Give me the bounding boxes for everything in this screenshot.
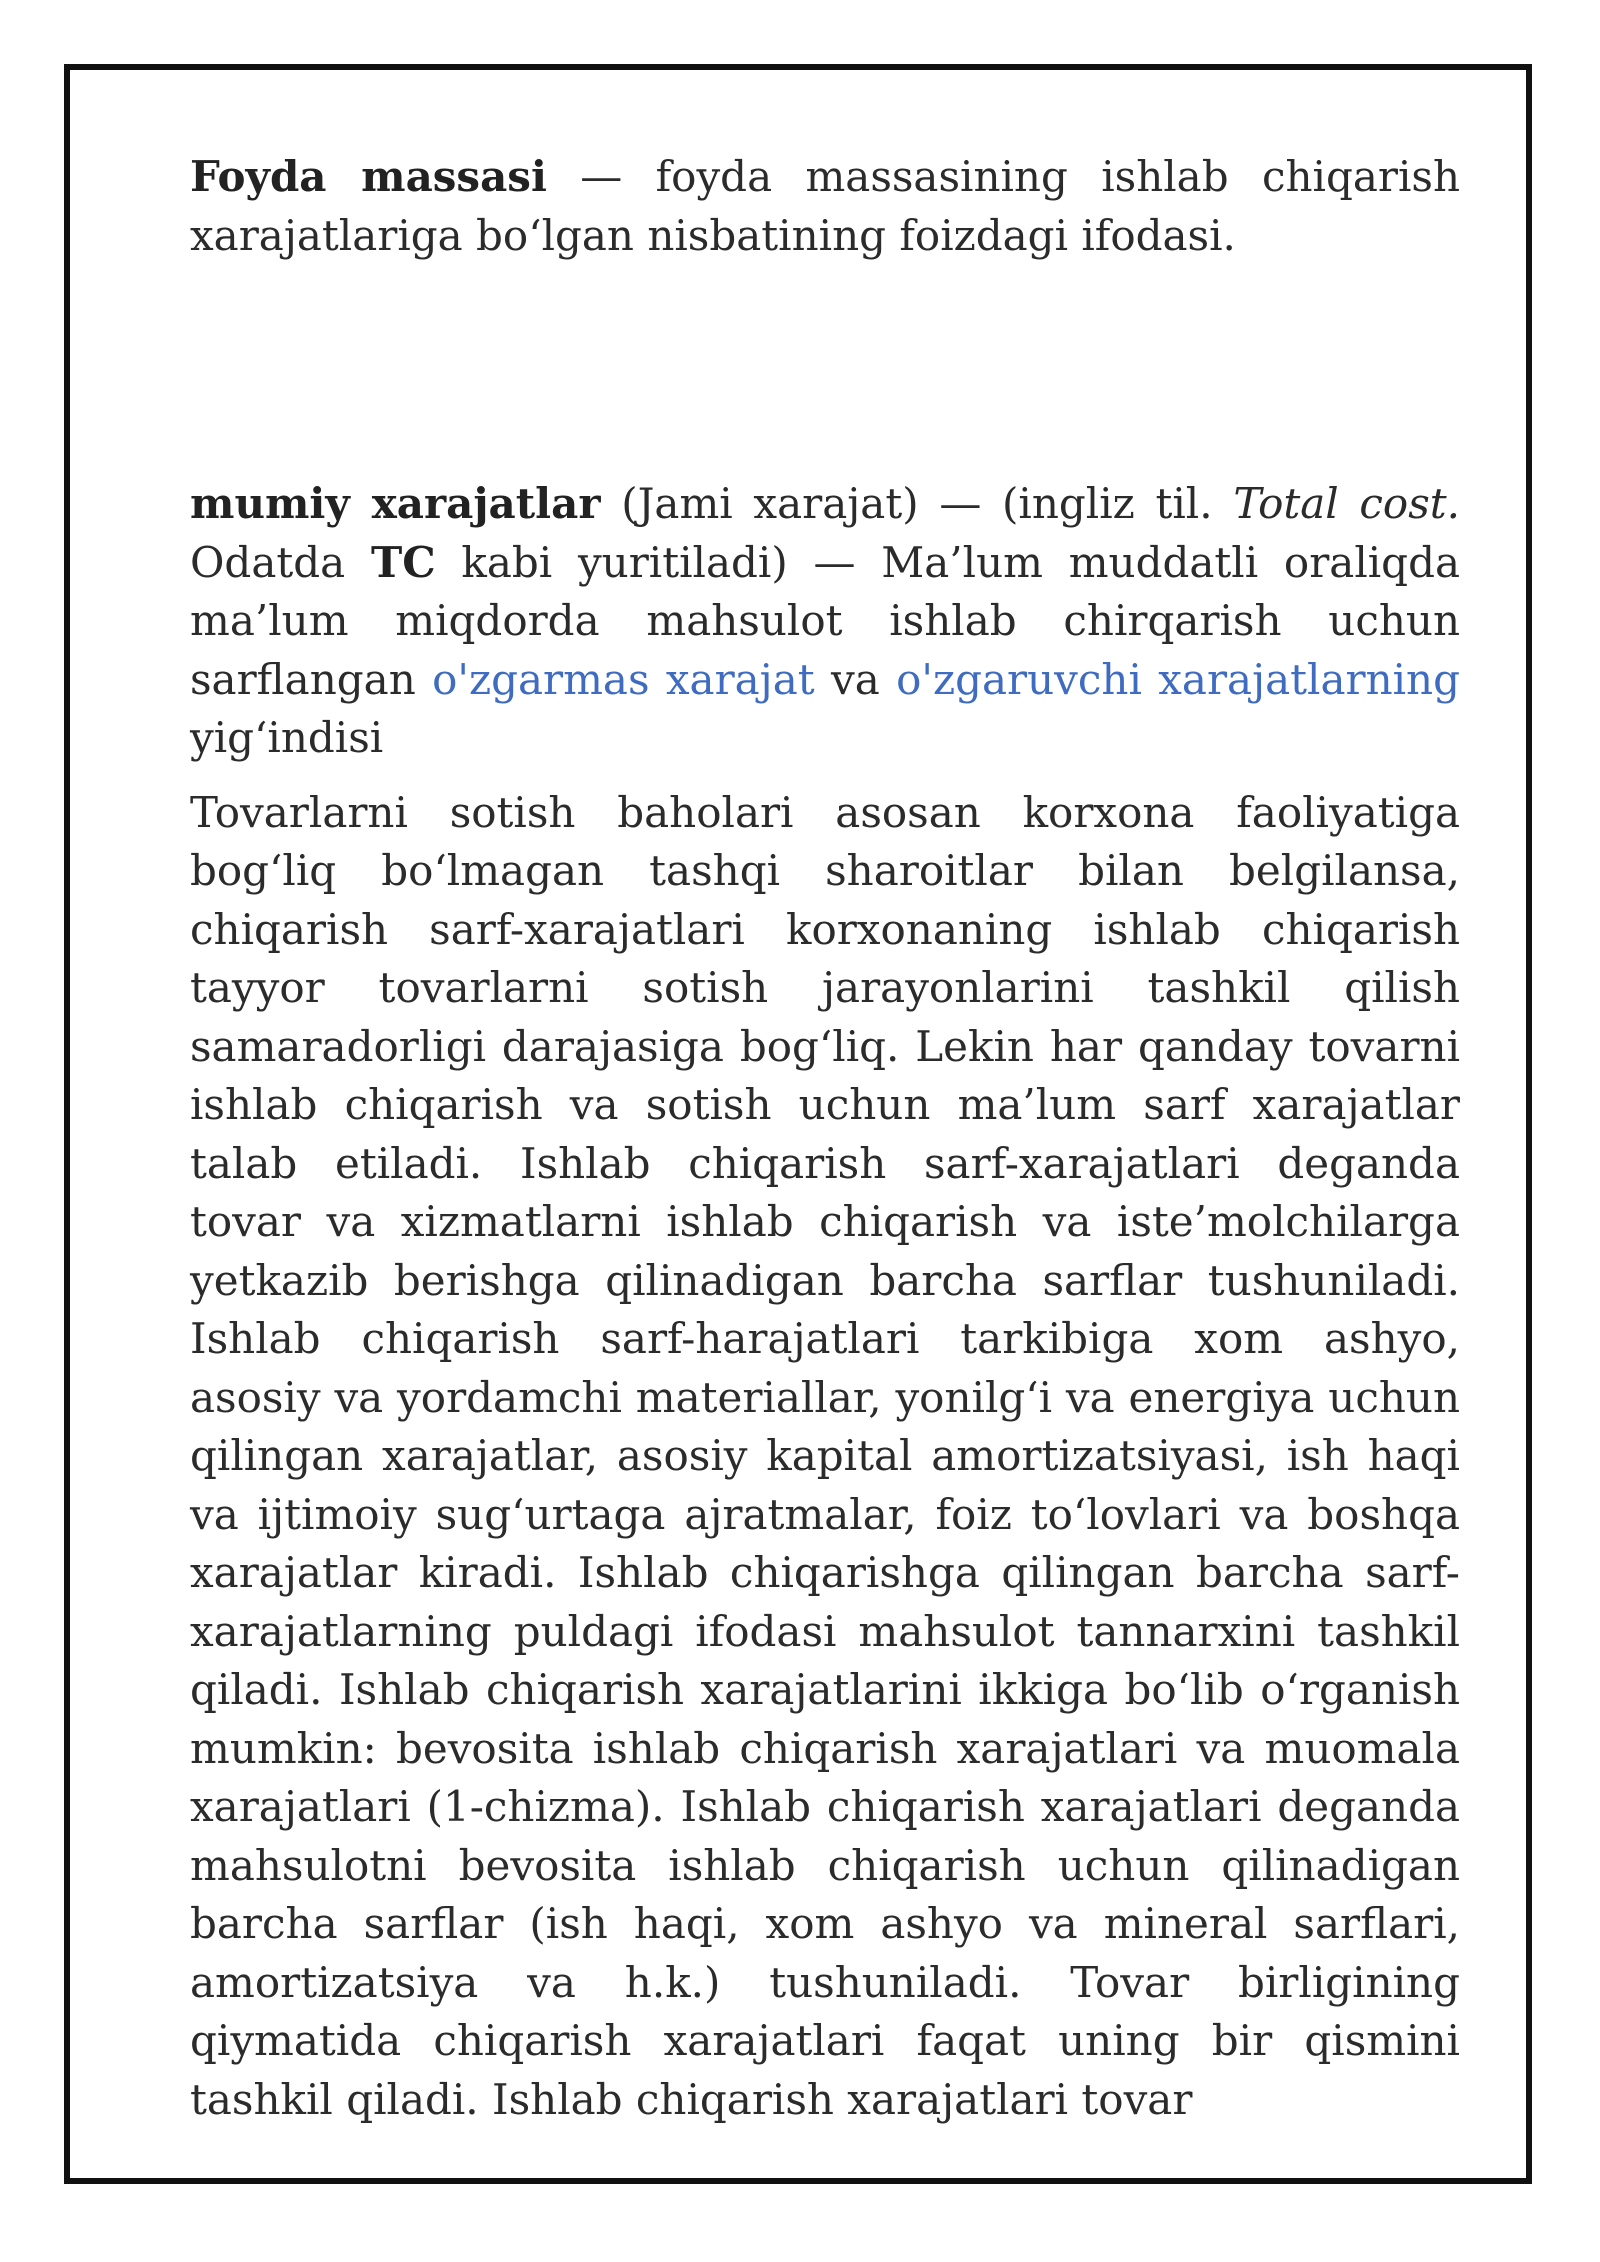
definition-text: foyda massasining ishlab chiqarish xarajatlariga bo‘lgan nisbatining foizdagi ifodasi. [190, 152, 1461, 260]
kabi-text: kabi yuritiladi) [461, 537, 788, 587]
definition-foyda-massasi [190, 148, 1460, 265]
body-paragraph: Tovarlarni sotish baholari asosan korxona faoliyatiga bog‘liq bo‘lmagan tashqi sharoitlar bilan belgilansa, chiqarish sarf-xarajatlari korxonaning ishlab chiqarish tayyor tovarlarni sotish jarayonlarini tashkil qilish samaradorligi darajasiga bog‘liq. Lekin har qanday tovarni ishlab chiqarish va sotish uchun ma’lum sarf xarajatlar talab etiladi. Ishlab chiqarish sarf-xarajatlari deganda tovar va xizmatlarni ishlab chiqarish va iste’molchilarga yetkazib berishga qilinadigan barcha sarflar tushuniladi. Ishlab chiqarish sarf-harajatlari tarkibiga xom ashyo, asosiy va yordamchi materiallar, yonilg‘i va energiya uchun qilingan xarajatlar, asosiy kapital amortizatsiyasi, ish haqi va ijtimoiy sug‘urtaga ajratmalar, foiz to‘lovlari va boshqa xarajatlar kiradi. Ishlab chiqarishga qilingan barcha sarf-xarajatlarning puldagi ifodasi mahsulot tannarxini tashkil qiladi. Ishlab chiqarish xarajatlarini ikkiga bo‘lib o‘rganish mumkin: bevosita ishlab chiqarish xarajatlari va muomala xarajatlari (1-chizma). Ishlab chiqarish xarajatlari deganda mahsulotni bevosita ishlab chiqarish uchun qilinadigan barcha sarflar (ish haqi, xom ashyo va mineral sarflari, amortizatsiya va h.k.) tushuniladi. Tovar birligining qiymatida chiqarish xarajatlari faqat uning bir qismini tashkil qiladi. Ishlab chiqarish xarajatlari tovar [190, 787, 1460, 2124]
paren-note: (Jami xarajat) [621, 479, 919, 528]
odatda-text: Odatda [190, 537, 346, 587]
dash: — [939, 479, 982, 528]
definition-text: Ma’lum muddatli oraliqda ma’lum miqdorda mahsulot ishlab chirqarish uchun sarflangan [190, 537, 1460, 704]
link-ozgaruvchi-xarajatlar[interactable]: o'zgaruvchi xarajatlarning [896, 654, 1460, 704]
english-term: Total cost. [1233, 479, 1461, 528]
definition-term: Foyda massasi [190, 152, 547, 201]
document-content [190, 148, 1460, 2129]
english-note-open: (ingliz til. [1002, 479, 1213, 528]
va-text: va [831, 654, 880, 704]
abbreviation: TC [370, 537, 436, 587]
link-ozgarmas-xarajat[interactable]: o'zgarmas xarajat [432, 654, 815, 704]
definition-umumiy-xarajatlar [190, 475, 1460, 768]
definition-term: mumiy xarajatlar [190, 479, 601, 528]
tail-text: yig‘indisi [190, 713, 384, 762]
dash: — [813, 537, 856, 587]
dash: — [580, 152, 623, 201]
